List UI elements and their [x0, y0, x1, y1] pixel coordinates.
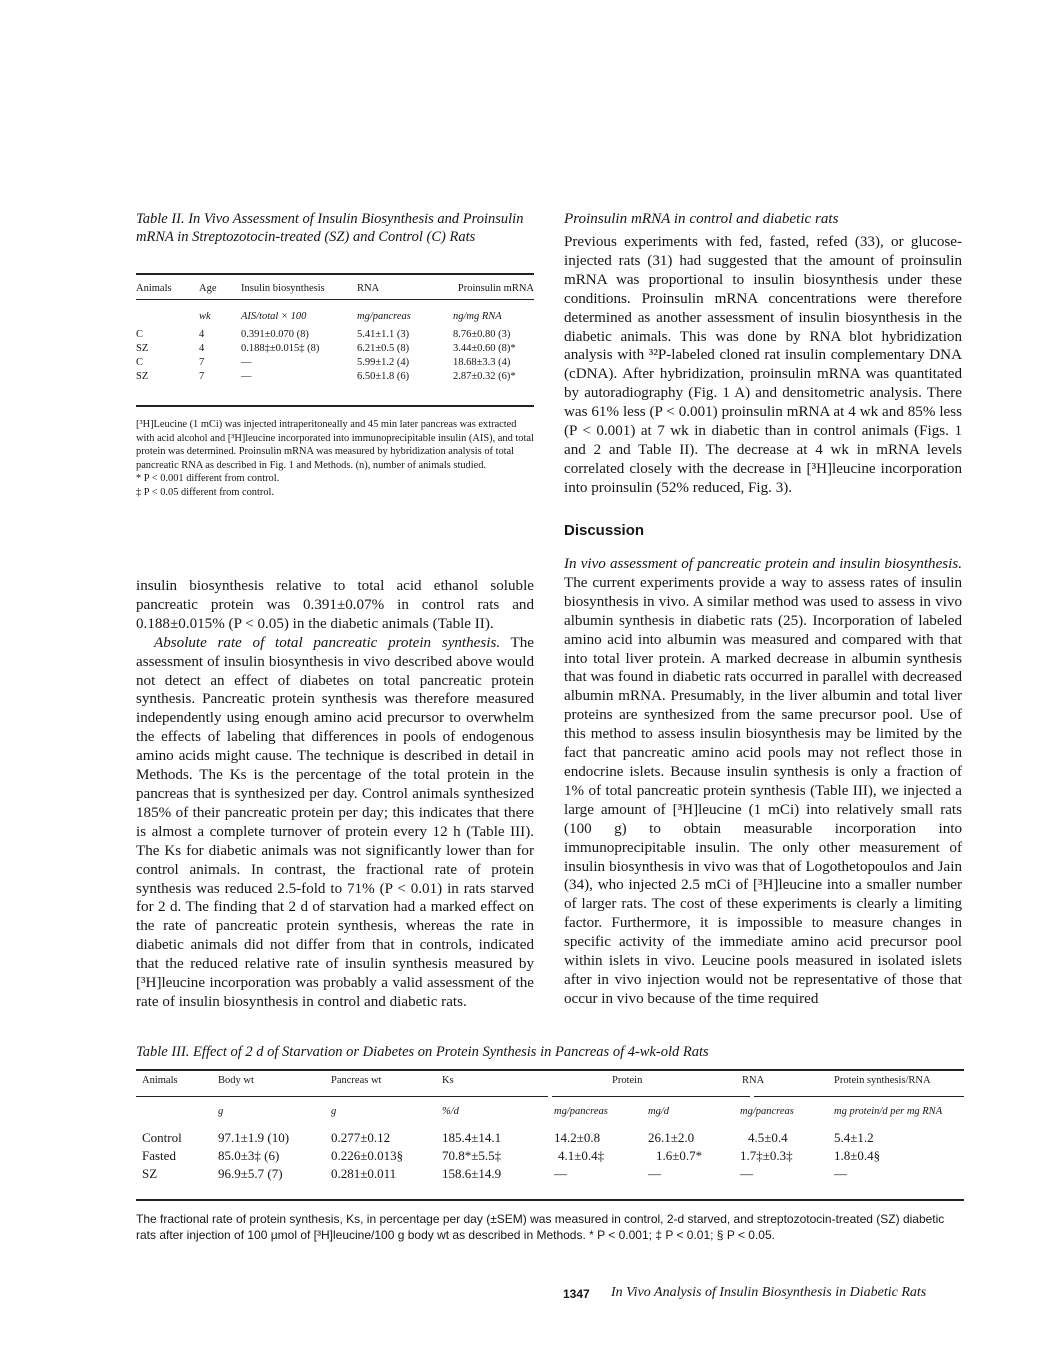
table2-cell: —: [241, 371, 252, 382]
table2-cell: 6.50±1.8 (6): [357, 371, 410, 382]
table2-header: Proinsulin mRNA: [457, 283, 534, 294]
table2-body: [136, 306, 534, 384]
table3-header: Animals: [142, 1075, 178, 1086]
table2-note-2: ‡ P < 0.05 different from control.: [136, 486, 275, 498]
table2-caption: Table II. In Vivo Assessment of Insulin Biosynthesis and Proinsulin mRNA in Streptozotocin-treated (SZ) and Control (C) Rats: [136, 211, 524, 245]
table2-cell: C: [136, 357, 144, 368]
table2-unit: AIS/total × 100: [241, 311, 307, 322]
table3-cell: 1.7‡±0.3‡: [740, 1148, 793, 1163]
table2-cell: 0.188‡±0.015‡ (8): [241, 343, 320, 354]
table2-header: Animals: [136, 283, 172, 294]
table3-header-rule: [136, 1096, 548, 1097]
table2-cell: C: [136, 329, 144, 340]
table2-cell: —: [241, 357, 252, 368]
table3-footnote: The fractional rate of protein synthesis, Ks, in percentage per day (±SEM) was measured in control, 2-d starved, and streptozotocin-treated (SZ) diabetic rats after injection of 100 μmol of [³H]leucine/100 g body wt as described in Methods. * P < 0.001; ‡ P < 0.01; § P < 0.05.: [136, 1212, 945, 1242]
table3-header: Body wt: [218, 1075, 254, 1086]
table-row: [136, 342, 534, 356]
table2-cell: 4: [199, 343, 205, 354]
table2-note-1: * P < 0.001 different from control.: [136, 473, 280, 484]
table2-units-row: [136, 306, 534, 328]
table2-unit: ng/mg RNA: [453, 311, 502, 322]
table3-header: Protein: [612, 1075, 643, 1086]
table2-footnotes: [136, 418, 534, 499]
table-row: [136, 328, 534, 342]
paragraph-text: The assessment of insulin biosynthesis in vivo described above would not detect an effect of diabetes on total pancreatic protein synthesis. Pancreatic protein synthesis was therefore measured independently using enough amino acid precursor to overwhelm the effects of labeling that differences in pools of endogenous amino acids might cause. The technique is described in detail in Methods. The Ks is the percentage of the total protein in the pancreas that is synthesized per day. Control animals synthesized 185% of their pancreatic protein per day; this indicates that there is almost a complete turnover of protein every 12 h (Table III). The Ks for diabetic animals was not significantly lower than for control animals. In contrast, the fractional rate of protein synthesis was reduced 2.5-fold to 71% (P < 0.01) in rats starved for 2 d. The finding that 2 d of starvation had a marked effect on the rate of pancreatic protein synthesis, whereas the rate in diabetic animals did not differ from that in controls, indicated that the reduced relative rate of insulin synthesis measured by [³H]leucine incorporation was probably a valid assessment of the rate of insulin biosynthesis in control and diabetic rats.: [136, 634, 534, 1010]
table-row: [136, 356, 534, 370]
table3-header-rule: [754, 1096, 964, 1097]
table2-cell: 7: [199, 371, 205, 382]
table3-unit: g: [331, 1106, 337, 1117]
table2-cell: 2.87±0.32 (6)*: [453, 371, 516, 382]
paragraph-heading: In vivo assessment of pancreatic protein and insulin biosynthesis.: [564, 556, 962, 572]
table2-header-row: [136, 278, 534, 300]
table3-bottom-rule: [136, 1199, 964, 1201]
table3-cell: 0.277±0.12: [331, 1130, 391, 1145]
page-number: 1347: [563, 1287, 590, 1301]
table2-cell: 5.41±1.1 (3): [357, 329, 410, 340]
table2-header-rule: [136, 299, 534, 300]
table3-cell: —: [554, 1166, 567, 1181]
table2-bottom-rule: [136, 405, 534, 407]
paragraph: insulin biosynthesis relative to total acid ethanol soluble pancreatic protein was 0.391±0.07% in control rats and 0.188±0.015% (P < 0.05) in the diabetic animals (Table II).: [136, 578, 534, 632]
table3-unit: mg/d: [648, 1106, 669, 1117]
paragraph-text: The current experiments provide a way to assess rates of insulin biosynthesis in vivo. A similar method was used to assess in vivo albumin synthesis in diabetic rats (25). Incorporation of labeled amino acid into albumin was measured and compared with that into total liver protein. A marked decrease in albumin synthesis that was found in diabetic rats occurred in parallel with decreased albumin mRNA. Presumably, in the liver albumin and total liver proteins are synthesized from the same precursor pool. Use of this method to assess insulin biosynthesis may be limited by the fact that pancreatic amino acid pools may not reflect those in endocrine islets. Because insulin synthesis is only a fraction of 1% of total pancreatic protein synthesis (Table III), we injected a large amount of [³H]leucine (1 mCi) into relatively small rats (100 g) to obtain measurable incorporation into immunoprecipitable insulin. The only other measurement of insulin biosynthesis in vivo was that of Logothetopoulos and Jain (34), who injected 2.5 mCi of [³H]leucine into a smaller number of larger rats. The cost of these experiments is clearly a limiting factor. Furthermore, it is impossible to measure changes in specific activity of the immediate amino acid precursor pool within islets in vivo. Leucine pools measured in isolated islets after in vivo injection would not be representative of those that occur in vivo because of the time required: [564, 574, 962, 1007]
paragraph-heading: Absolute rate of total pancreatic protein synthesis.: [154, 634, 501, 651]
table2-unit: [136, 306, 199, 328]
table3-header: Protein synthesis/RNA: [834, 1075, 931, 1086]
table3-protein-span-rule: [552, 1096, 750, 1097]
table-row: [136, 370, 534, 384]
table3-cell: 4.1±0.4‡: [558, 1148, 605, 1163]
table3-cell: 26.1±2.0: [648, 1130, 695, 1145]
table2: [136, 278, 534, 300]
table3-cell: 158.6±14.9: [442, 1166, 502, 1181]
table2-cell: 7: [199, 357, 205, 368]
paragraph: Previous experiments with fed, fasted, refed (33), or glucose-injected rats (31) had suggested that the amount of proinsulin mRNA was proportional to insulin biosynthesis under these conditions. Proinsulin mRNA concentrations were therefore determined as another assessment of insulin biosynthesis in the diabetic animals. This was done by RNA blot hybridization analysis with ³²P-labeled cloned rat insulin complementary DNA (cDNA). After hybridization, proinsulin mRNA was quantitated by autoradiography (Fig. 1 A) and densitometric analysis. There was 61% less (P < 0.001) proinsulin mRNA at 4 wk and 85% less (P < 0.001) at 7 wk in diabetic than in control animals (Figs. 1 and 2 and Table II). The decrease at 4 wk in mRNA levels correlated closely with the decrease in [³H]leucine incorporation into proinsulin (52% reduced, Fig. 3).: [564, 234, 962, 496]
table3-cell: 85.0±3‡ (6): [218, 1148, 280, 1163]
table3-cell: 96.9±5.7 (7): [218, 1166, 283, 1181]
table2-header: Insulin biosynthesis: [241, 283, 325, 294]
table2-header: Age: [199, 283, 217, 294]
table3-cell: —: [834, 1166, 847, 1181]
table3-cell: 4.5±0.4: [748, 1130, 788, 1145]
table2-cell: SZ: [136, 371, 149, 382]
table3-cell: 97.1±1.9 (10): [218, 1130, 290, 1145]
table2-cell: 0.391±0.070 (8): [241, 329, 309, 340]
table3-cell: SZ: [142, 1166, 158, 1181]
table2-cell: 4: [199, 329, 205, 340]
paragraph: [564, 555, 962, 1009]
table2-cell: 18.68±3.3 (4): [453, 357, 511, 368]
table3-cell: 70.8*±5.5‡: [442, 1148, 502, 1163]
table2-header: RNA: [357, 283, 380, 294]
table3-header: Ks: [442, 1075, 454, 1086]
table3-unit: mg/pancreas: [740, 1106, 794, 1117]
table3-caption: Table III. Effect of 2 d of Starvation or Diabetes on Protein Synthesis in Pancreas of 4-wk-old Rats: [136, 1044, 709, 1060]
table2-cell: 8.76±0.80 (3): [453, 329, 511, 340]
table3-cell: 1.6±0.7*: [656, 1148, 703, 1163]
section-heading-proinsulin: Proinsulin mRNA in control and diabetic rats: [564, 211, 839, 227]
table3-cell: Control: [142, 1130, 182, 1145]
table3-top-rule: [136, 1069, 964, 1071]
table2-top-rule: [136, 273, 534, 275]
table3-header: RNA: [742, 1075, 765, 1086]
table2-unit: mg/pancreas: [357, 311, 411, 322]
table3-cell: 5.4±1.2: [834, 1130, 874, 1145]
table2-footnote: [³H]Leucine (1 mCi) was injected intraperitoneally and 45 min later pancreas was extracted with acid alcohol and [³H]leucine incorporated into immunoprecipitable insulin (AIS), and total protein was determined. Proinsulin mRNA was measured by hybridization analysis of total pancreatic RNA as described in Fig. 1 and Methods. (n), number of animals studied.: [136, 419, 534, 471]
table2-cell: 3.44±0.60 (8)*: [453, 343, 516, 354]
table3-cell: —: [740, 1166, 753, 1181]
table3-unit: mg protein/d per mg RNA: [834, 1106, 943, 1117]
table3-header: Pancreas wt: [331, 1075, 382, 1086]
paragraph: [136, 634, 534, 1012]
table3-cell: 14.2±0.8: [554, 1130, 601, 1145]
table2-unit: wk: [199, 311, 211, 322]
table3-cell: 0.226±0.013§: [331, 1148, 404, 1163]
running-title: In Vivo Analysis of Insulin Biosynthesis in Diabetic Rats: [611, 1285, 927, 1300]
table3-cell: —: [648, 1166, 661, 1181]
table3-cell: 0.281±0.011: [331, 1166, 397, 1181]
section-heading-discussion: Discussion: [564, 522, 645, 539]
left-column-text: [136, 577, 534, 1012]
table3-cell: 1.8±0.4§: [834, 1148, 881, 1163]
table2-cell: 6.21±0.5 (8): [357, 343, 410, 354]
table2-cell: 5.99±1.2 (4): [357, 357, 410, 368]
right-column-text-2: [564, 555, 962, 1009]
table2-cell: SZ: [136, 343, 149, 354]
table3-cell: 185.4±14.1: [442, 1130, 502, 1145]
right-column-text-1: [564, 233, 962, 498]
table3-unit: %/d: [442, 1106, 459, 1117]
table3-unit: g: [218, 1106, 224, 1117]
table3-unit: mg/pancreas: [554, 1106, 608, 1117]
table3-cell: Fasted: [142, 1148, 176, 1163]
